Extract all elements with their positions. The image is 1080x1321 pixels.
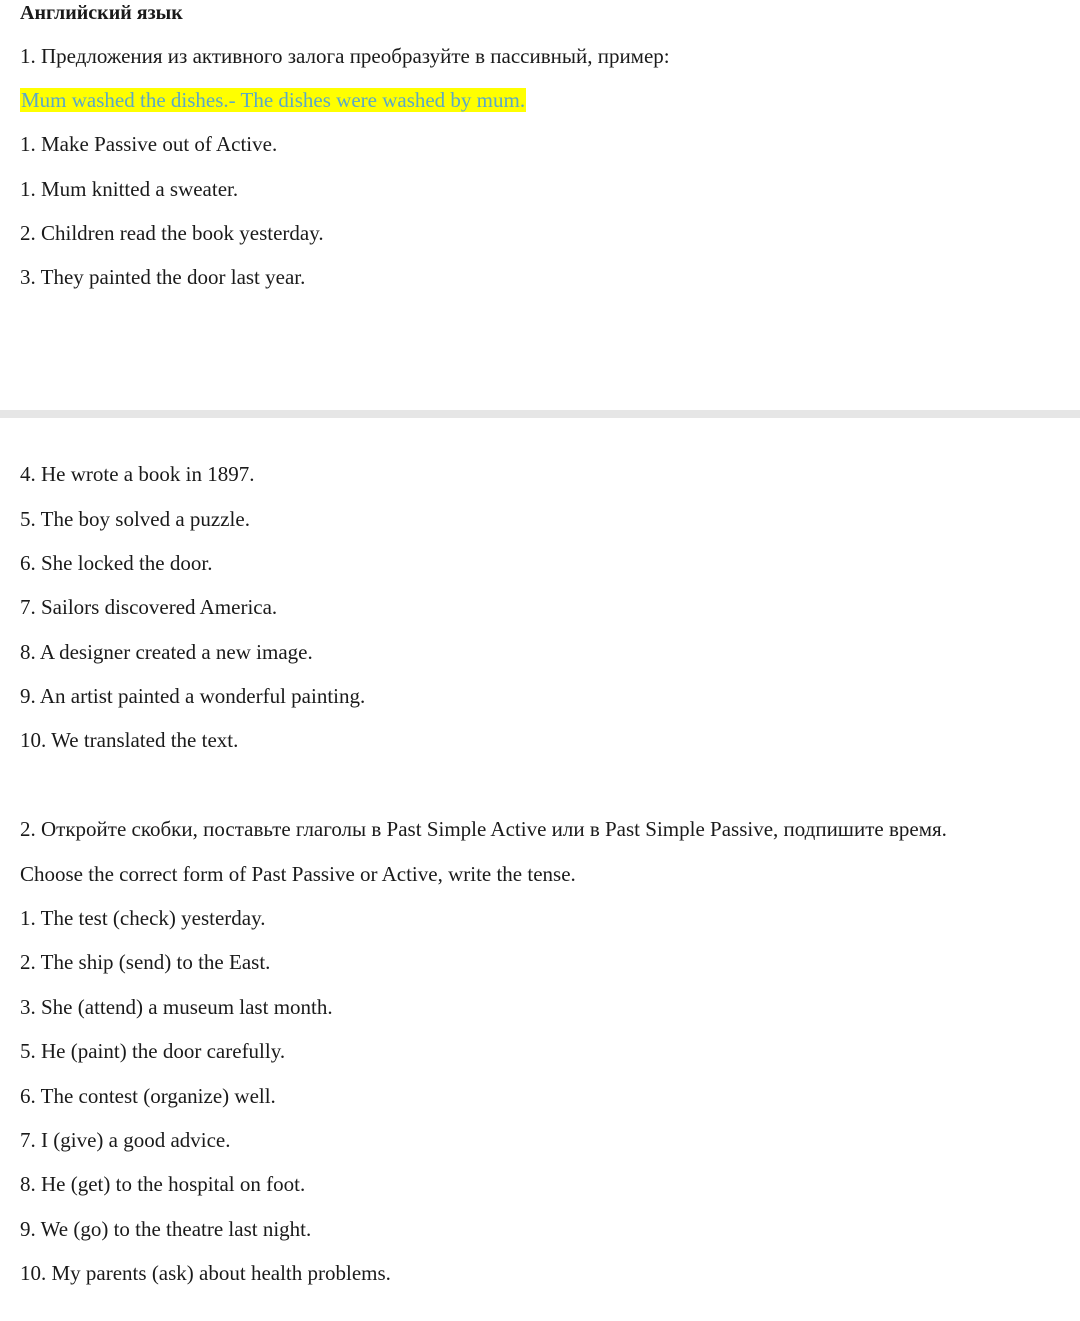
list-item: 5. He (paint) the door carefully. bbox=[20, 1039, 286, 1063]
list-item: 3. They painted the door last year. bbox=[20, 265, 306, 289]
list-item: 8. He (get) to the hospital on foot. bbox=[20, 1172, 306, 1196]
document-page-2 bbox=[0, 418, 1080, 1321]
list-item: 2. Children read the book yesterday. bbox=[20, 221, 324, 245]
task2-instruction-ru: 2. Откройте скобки, поставьте глаголы в Past Simple Active или в Past Simple Passive, подпишите время. bbox=[20, 817, 947, 841]
document-page-1 bbox=[0, 0, 1080, 410]
list-item: 6. The contest (organize) well. bbox=[20, 1084, 276, 1108]
document-title: Английский язык bbox=[20, 2, 183, 24]
list-item: 8. A designer created a new image. bbox=[20, 640, 313, 664]
list-item: 5. The boy solved a puzzle. bbox=[20, 507, 250, 531]
task2-instruction-en: Choose the correct form of Past Passive or Active, write the tense. bbox=[20, 862, 576, 886]
list-item: 1. Mum knitted a sweater. bbox=[20, 177, 239, 201]
list-item: 2. The ship (send) to the East. bbox=[20, 950, 271, 974]
list-item: 3. She (attend) a museum last month. bbox=[20, 995, 333, 1019]
task1-instruction-ru: 1. Предложения из активного залога преобразуйте в пассивный, пример: bbox=[20, 44, 670, 68]
list-item: 10. We translated the text. bbox=[20, 728, 239, 752]
list-item: 7. Sailors discovered America. bbox=[20, 595, 278, 619]
task1-example bbox=[20, 87, 526, 113]
list-item: 9. We (go) to the theatre last night. bbox=[20, 1217, 312, 1241]
list-item: 7. I (give) a good advice. bbox=[20, 1128, 231, 1152]
list-item: 1. The test (check) yesterday. bbox=[20, 906, 266, 930]
list-item: 4. He wrote a book in 1897. bbox=[20, 462, 255, 486]
page-separator bbox=[0, 410, 1080, 418]
list-item: 9. An artist painted a wonderful painting. bbox=[20, 684, 366, 708]
highlighted-example-text: Mum washed the dishes.- The dishes were washed by mum. bbox=[21, 88, 526, 112]
task1-instruction-en: 1. Make Passive out of Active. bbox=[20, 132, 278, 156]
list-item: 10. My parents (ask) about health problems. bbox=[20, 1261, 391, 1285]
list-item: 6. She locked the door. bbox=[20, 551, 213, 575]
